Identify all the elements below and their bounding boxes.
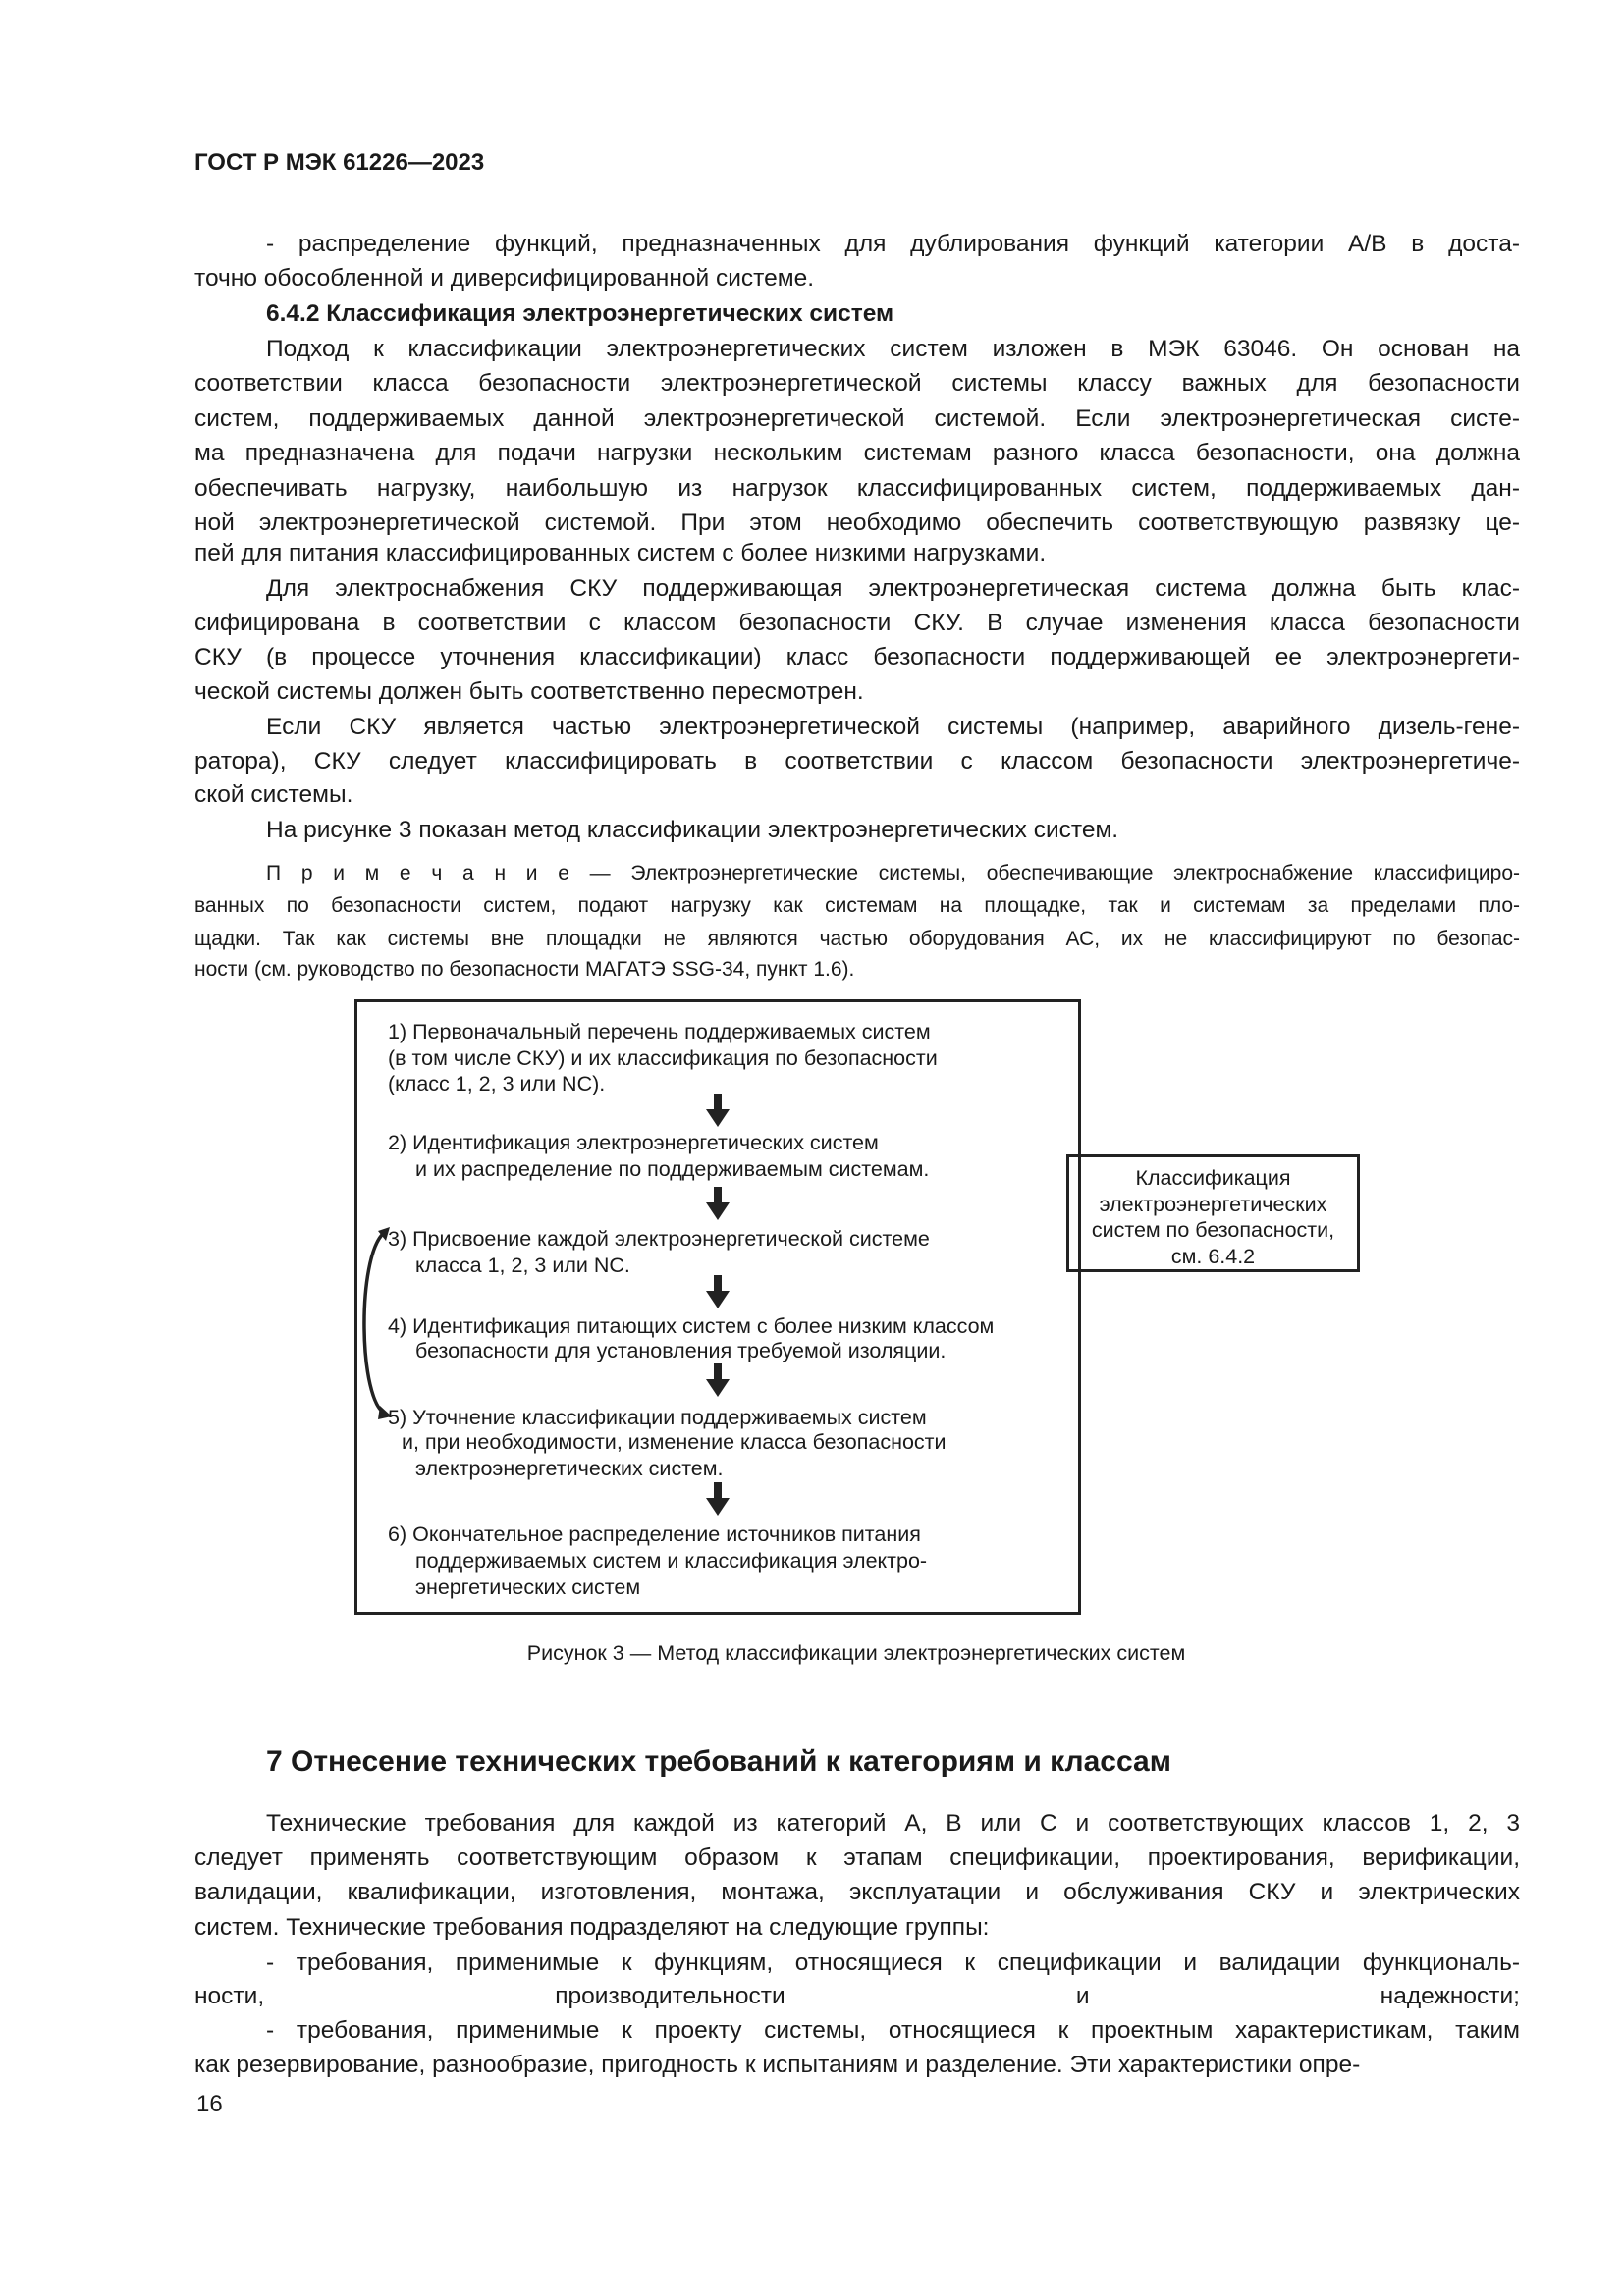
flow-step-3-line: 3) Присвоение каждой электроэнергетической системе — [388, 1227, 930, 1251]
bullet-line: - требования, применимые к проекту системы, относящиеся к проектным характеристикам, таким — [266, 2017, 1520, 2044]
paragraph-line: ческой системы должен быть соответственно пересмотрен. — [194, 678, 864, 705]
bullet-line: как резервирование, разнообразие, пригодность к испытаниям и разделение. Эти характеристики опре- — [194, 2052, 1361, 2078]
down-arrow-icon — [706, 1363, 730, 1397]
flow-step-1-line: 1) Первоначальный перечень поддерживаемых систем — [388, 1020, 931, 1043]
note-line: щадки. Так как системы вне площадки не являются частью оборудования АС, их не классифицируют по безопас- — [194, 928, 1520, 950]
note-line: ванных по безопасности систем, подают нагрузку как системам на площадке, так и системам за пределами пло- — [194, 894, 1520, 917]
note-line: ности (см. руководство по безопасности МАГАТЭ SSG-34, пункт 1.6). — [194, 958, 855, 981]
note-line: П р и м е ч а н и е — Электроэнергетические системы, обеспечивающие электроснабжение классифициро- — [266, 862, 1520, 884]
paragraph-line: валидации, квалификации, изготовления, монтажа, эксплуатации и обслуживания СКУ и электрических — [194, 1879, 1520, 1905]
flow-step-4-line: 4) Идентификация питающих систем с более низким классом — [388, 1314, 995, 1338]
paragraph-line: Технические требования для каждой из категорий А, В или С и соответствующих классов 1, 2, 3 — [266, 1810, 1520, 1837]
paragraph-line: систем, поддерживаемых данной электроэнергетической системой. Если электроэнергетическая систе- — [194, 405, 1520, 432]
paragraph-line: Подход к классификации электроэнергетических систем изложен в МЭК 63046. Он основан на — [266, 336, 1520, 362]
page-number: 16 — [196, 2091, 223, 2117]
feedback-loop-arrow-icon — [349, 1217, 398, 1423]
down-arrow-icon — [706, 1094, 730, 1127]
flow-step-6-line: поддерживаемых систем и классификация электро- — [415, 1549, 928, 1573]
flow-step-5-line: 5) Уточнение классификации поддерживаемых систем — [388, 1406, 927, 1429]
paragraph-line: СКУ (в процессе уточнения классификации) класс безопасности поддерживающей ее электроэнергети- — [194, 644, 1520, 670]
side-box-classification — [1066, 1154, 1360, 1272]
section-7-heading: 7 Отнесение технических требований к категориям и классам — [266, 1745, 1171, 1778]
paragraph-line: ма предназначена для подачи нагрузки нескольким системам разного класса безопасности, она должна — [194, 440, 1520, 466]
side-box-line: систем по безопасности, — [1091, 1218, 1335, 1242]
paragraph-line: ной электроэнергетической системой. При этом необходимо обеспечить соответствующую развязку це- — [194, 509, 1520, 536]
paragraph-line: систем. Технические требования подразделяют на следующие группы: — [194, 1914, 990, 1941]
paragraph-line: соответствии класса безопасности электроэнергетической системы классу важных для безопасности — [194, 370, 1520, 397]
side-box-line: см. 6.4.2 — [1170, 1244, 1256, 1268]
section-6-4-2-heading: 6.4.2 Классификация электроэнергетических систем — [266, 300, 894, 327]
paragraph-line: ской системы. — [194, 781, 353, 808]
figure-3-flowchart — [354, 999, 1081, 1615]
flow-step-4-line: безопасности для установления требуемой изоляции. — [415, 1339, 947, 1362]
flow-step-3-line: класса 1, 2, 3 или NC. — [415, 1254, 630, 1277]
paragraph-line: Если СКУ является частью электроэнергетической системы (например, аварийного дизель-гене- — [266, 714, 1520, 740]
flow-step-1-line: (класс 1, 2, 3 или NC). — [388, 1072, 606, 1095]
flow-step-6-line: энергетических систем — [415, 1575, 641, 1599]
bullet-line: - распределение функций, предназначенных для дублирования функций категории А/В в доста- — [266, 231, 1520, 257]
paragraph-line: обеспечивать нагрузку, наибольшую из нагрузок классифицированных систем, поддерживаемых дан- — [194, 475, 1520, 502]
bullet-line: - требования, применимые к функциям, относящиеся к спецификации и валидации функциональ- — [266, 1949, 1520, 1976]
bullet-line: точно обособленной и диверсифицированной системе. — [194, 265, 815, 292]
paragraph-line: На рисунке 3 показан метод классификации электроэнергетических систем. — [266, 817, 1119, 843]
flow-step-5-line: электроэнергетических систем. — [415, 1457, 724, 1480]
flow-step-2-line: 2) Идентификация электроэнергетических систем — [388, 1131, 879, 1154]
paragraph-line: Для электроснабжения СКУ поддерживающая электроэнергетическая система должна быть клас- — [266, 575, 1520, 602]
flow-step-5-line: и, при необходимости, изменение класса безопасности — [402, 1430, 947, 1454]
figure-caption: Рисунок 3 — Метод классификации электроэнергетических систем — [526, 1641, 1186, 1665]
down-arrow-icon — [706, 1275, 730, 1308]
paragraph-line: пей для питания классифицированных систем с более низкими нагрузками. — [194, 540, 1047, 566]
paragraph-line: сифицирована в соответствии с классом безопасности СКУ. В случае изменения класса безопасности — [194, 610, 1520, 636]
paragraph-line: ратора), СКУ следует классифицировать в соответствии с классом безопасности электроэнергетиче- — [194, 748, 1520, 774]
flow-step-6-line: 6) Окончательное распределение источников питания — [388, 1522, 921, 1546]
down-arrow-icon — [706, 1482, 730, 1516]
side-box-line: Классификация — [1135, 1166, 1291, 1190]
down-arrow-icon — [706, 1187, 730, 1220]
flow-step-2-line: и их распределение по поддерживаемым системам. — [415, 1157, 930, 1181]
flow-step-1-line: (в том числе СКУ) и их классификация по безопасности — [388, 1046, 938, 1070]
document-header: ГОСТ Р МЭК 61226—2023 — [194, 149, 485, 176]
bullet-line: ности, производительности и надежности; — [194, 1983, 1520, 2009]
paragraph-line: следует применять соответствующим образом к этапам спецификации, проектирования, верификации, — [194, 1844, 1520, 1871]
side-box-line: электроэнергетических — [1099, 1192, 1327, 1216]
